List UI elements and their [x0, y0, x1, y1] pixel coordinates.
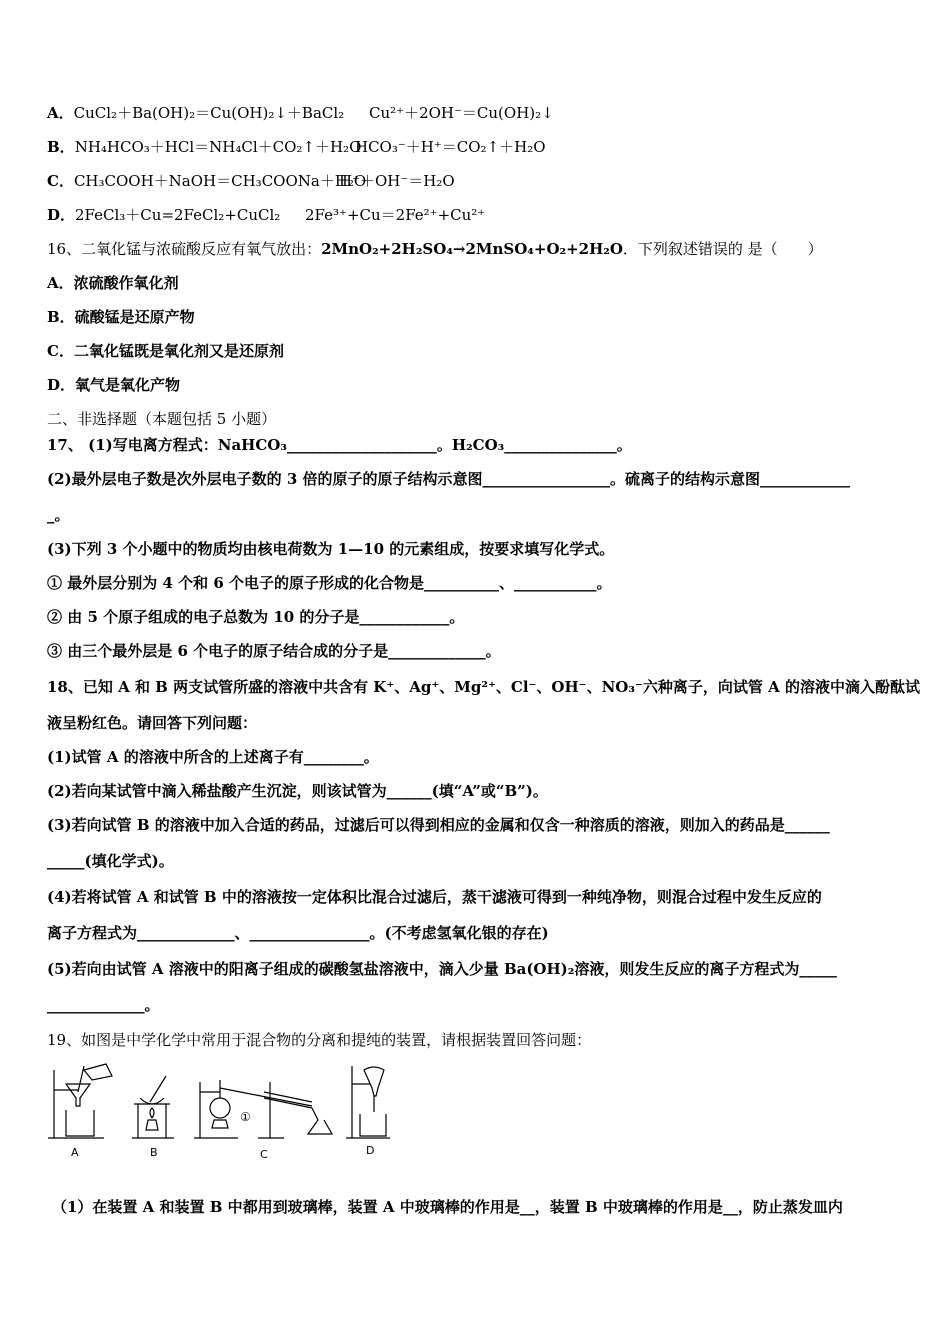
q17-line-7: ③ 由三个最外层是 6 个电子的原子结合成的分子是_____________。 [47, 642, 501, 660]
q17-line-3: _。 [47, 506, 70, 524]
q15-option-a [47, 103, 554, 123]
q18-line-3: (1)试管 A 的溶液中所含的上述离子有________。 [47, 748, 379, 766]
q17-line-6: ② 由 5 个原子组成的电子总数为 10 的分子是____________。 [47, 608, 465, 626]
q18-line-9: (5)若向由试管 A 溶液中的阳离子组成的碳酸氢盐溶液中，滴入少量 Ba(OH)₂溶液，则发生反应的离子方程式为_____ [47, 960, 837, 978]
apparatus-figure [44, 1062, 404, 1162]
q19-subquestion-1: （1）在装置 A 和装置 B 中都用到玻璃棒，装置 A 中玻璃棒的作用是__，装置 B 中玻璃棒的作用是__，防止蒸发皿内 [52, 1198, 843, 1216]
q16-option-b: B．硫酸锰是还原产物 [47, 308, 195, 326]
q16-stem-prefix: 16、二氧化锰与浓硫酸反应有氧气放出： [47, 240, 322, 258]
q17-line-1: 17、 (1)写电离方程式：NaHCO₃____________________。H₂CO₃_______________。 [47, 436, 632, 454]
option-label: B． [47, 138, 75, 156]
apparatus-label-d: D [366, 1144, 375, 1157]
q18-line-7: (4)若将试管 A 和试管 B 中的溶液按一定体积比混合过滤后，蒸干滤液可得到一种纯净物，则混合过程中发生反应的 [47, 888, 822, 906]
q17-line-2: (2)最外层电子数是次外层电子数的 3 倍的原子的原子结构示意图_________________。硫离子的结构示意图____________ [47, 470, 851, 488]
apparatus-label-a: A [71, 1146, 79, 1159]
q18-line-2: 液呈粉红色。请回答下列问题： [47, 714, 258, 732]
equation-molecular: CH₃COOH＋NaOH＝CH₃COONa＋H₂O [73, 172, 367, 190]
apparatus-label-b: B [150, 1146, 158, 1159]
q15-option-c [47, 171, 455, 191]
option-label: C． [47, 172, 74, 190]
apparatus-b-evaporation [132, 1076, 174, 1138]
q17-line-4: (3)下列 3 个小题中的物质均由核电荷数为 1—10 的元素组成，按要求填写化学式。 [47, 540, 615, 558]
q19-stem: 19、如图是中学化学中常用于混合物的分离和提纯的装置，请根据装置回答问题： [47, 1031, 592, 1049]
q16-stem-suffix: ．下列叙述错误的 是（ ） [622, 240, 823, 258]
q18-line-6: _____(填化学式)。 [47, 852, 174, 870]
q18-line-4: (2)若向某试管中滴入稀盐酸产生沉淀，则该试管为______(填“A”或“B”)。 [47, 782, 548, 800]
apparatus-d-separatory-funnel [346, 1066, 390, 1138]
q15-option-b [47, 137, 546, 157]
q18-line-8: 离子方程式为_____________、________________。(不考虑氢氧化银的存在) [47, 924, 549, 942]
q16-option-c: C．二氧化锰既是氧化剂又是还原剂 [47, 342, 284, 360]
q15-option-d [47, 205, 486, 225]
apparatus-drawing [44, 1062, 404, 1142]
q18-line-5: (3)若向试管 B 的溶液中加入合适的药品，过滤后可以得到相应的金属和仅含一种溶质的溶液，则加入的药品是______ [47, 816, 830, 834]
apparatus-label-c: C [260, 1148, 268, 1161]
q16-option-a: A．浓硫酸作氧化剂 [47, 274, 179, 292]
q16-equation: 2MnO₂+2H₂SO₄→2MnSO₄+O₂+2H₂O [321, 240, 623, 258]
q17-line-5: ① 最外层分别为 4 个和 6 个电子的原子形成的化合物是__________、___________。 [47, 574, 612, 592]
apparatus-marker: ① [240, 1110, 251, 1124]
equation-molecular: 2FeCl₃＋Cu=2FeCl₂+CuCl₂ [75, 206, 281, 224]
q16-stem [47, 239, 823, 259]
equation-ionic: HCO₃⁻＋H⁺＝CO₂↑＋H₂O [355, 138, 546, 156]
apparatus-a-filtration [48, 1064, 112, 1138]
equation-ionic: H⁺＋OH⁻＝H₂O [339, 172, 455, 190]
equation-ionic: 2Fe³⁺+Cu＝2Fe²⁺+Cu²⁺ [305, 206, 486, 224]
q18-line-1: 18、已知 A 和 B 两支试管所盛的溶液中共含有 K⁺、Ag⁺、Mg²⁺、Cl⁻、OH⁻、NO₃⁻六种离子，向试管 A 的溶液中滴入酚酞试 [47, 678, 920, 696]
option-label: A． [47, 104, 74, 122]
section-heading: 二、非选择题（本题包括 5 小题） [47, 410, 277, 428]
q18-line-10: _____________。 [47, 996, 160, 1014]
apparatus-c-distillation [194, 1080, 332, 1138]
q16-option-d: D．氧气是氧化产物 [47, 376, 181, 394]
equation-molecular: CuCl₂＋Ba(OH)₂＝Cu(OH)₂↓＋BaCl₂ [73, 104, 345, 122]
equation-molecular: NH₄HCO₃＋HCl＝NH₄Cl＋CO₂↑＋H₂O [74, 138, 362, 156]
option-label: D． [47, 206, 76, 224]
equation-ionic: Cu²⁺＋2OH⁻＝Cu(OH)₂↓ [369, 104, 554, 122]
